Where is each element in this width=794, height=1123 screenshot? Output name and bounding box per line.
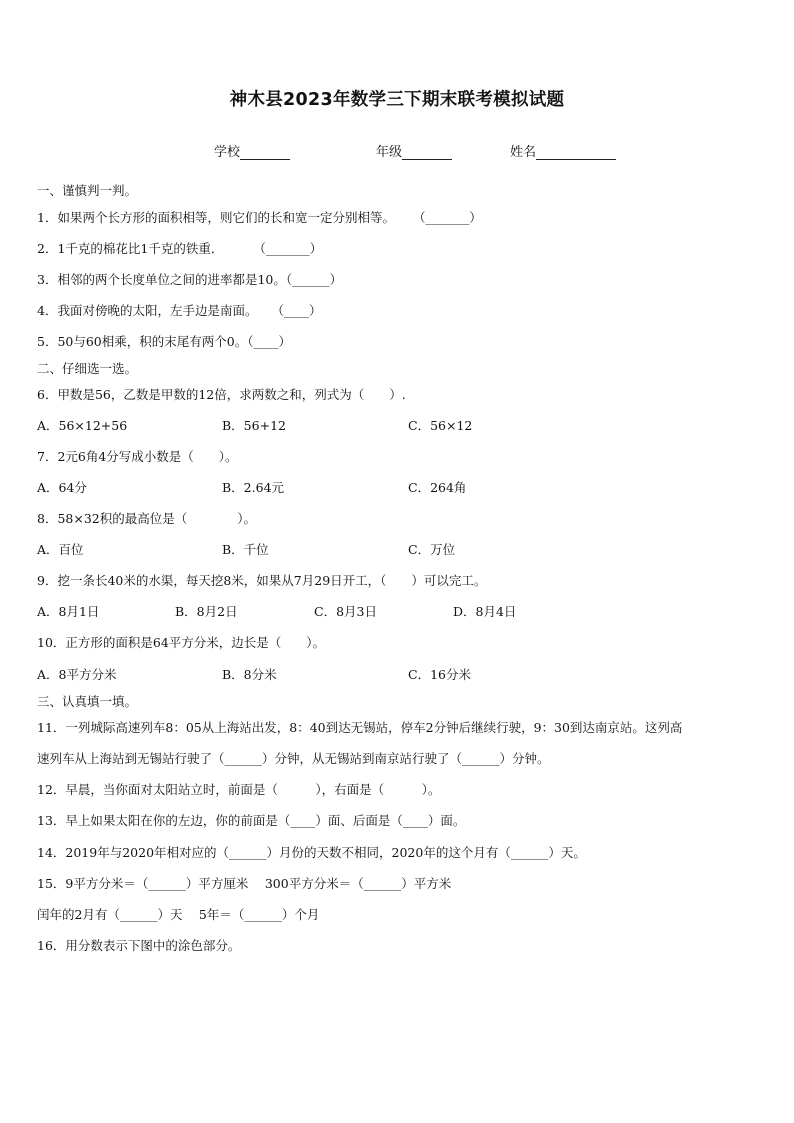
option-c[interactable]: C．8月3日 (314, 604, 377, 619)
option-d[interactable]: D．8月4日 (453, 604, 517, 619)
question-text: 4．我面对傍晚的太阳，左手边是南面。 (37, 303, 258, 318)
question-14: 14．2019年与2020年相对应的（______）月份的天数不相同，2020年的这个月有（______）天。 (37, 845, 586, 860)
option-c[interactable]: C．264角 (408, 480, 467, 495)
option-b[interactable]: B．2.64元 (222, 480, 285, 495)
name-label: 姓名 (510, 145, 537, 160)
grade-label: 年级 (376, 145, 403, 160)
section-heading-judge: 一、谨慎判一判。 (37, 183, 138, 198)
option-a[interactable]: A．64分 (37, 480, 87, 495)
question-9: 9．挖一条长40米的水渠，每天挖8米，如果从7月29日开工，（ ）可以完工。 (37, 573, 487, 588)
question-4 (37, 301, 321, 319)
name-blank[interactable] (536, 145, 616, 160)
page-title: 神木县2023年数学三下期末联考模拟试题 (229, 90, 565, 110)
question-11-line-2: 速列车从上海站到无锡站行驶了（______）分钟，从无锡站到南京站行驶了（______）分钟。 (37, 751, 550, 766)
question-3 (37, 270, 342, 288)
question-2 (37, 239, 322, 257)
question-13: 13．早上如果太阳在你的左边，你的前面是（____）面、后面是（____）面。 (37, 813, 466, 828)
option-b[interactable]: B．8分米 (222, 667, 277, 682)
option-a[interactable]: A．56×12+56 (37, 418, 128, 433)
answer-blank[interactable]: （______） (285, 272, 343, 287)
section-heading-choice: 二、仔细选一选。 (37, 361, 138, 376)
question-11-line-1: 11．一列城际高速列车8：05从上海站出发，8：40到达无锡站，停车2分钟后继续行驶，9：30到达南京站。这列高 (37, 720, 683, 735)
option-c[interactable]: C．56×12 (408, 418, 473, 433)
question-text: 3．相邻的两个长度单位之间的进率都是10。 (37, 272, 286, 287)
answer-blank[interactable]: （____） (271, 303, 322, 318)
option-b[interactable]: B．56+12 (222, 418, 286, 433)
option-c[interactable]: C．16分米 (408, 667, 471, 682)
question-16: 16．用分数表示下图中的涂色部分。 (37, 938, 241, 953)
option-a[interactable]: A．百位 (37, 542, 84, 557)
option-a[interactable]: A．8月1日 (37, 604, 100, 619)
option-a[interactable]: A．8平方分米 (37, 667, 117, 682)
question-12: 12．早晨，当你面对太阳站立时，前面是（ ），右面是（ ）。 (37, 782, 441, 797)
section-heading-fill: 三、认真填一填。 (37, 694, 138, 709)
question-1 (37, 208, 482, 226)
name-field (510, 141, 616, 160)
answer-blank[interactable]: （_______） (412, 210, 482, 225)
grade-field (376, 141, 452, 160)
question-text: 1．如果两个长方形的面积相等，则它们的长和宽一定分别相等。 (37, 210, 395, 225)
question-text: 5．50与60相乘，积的末尾有两个0。 (37, 334, 248, 349)
question-text: 2．1千克的棉花比1千克的铁重． (37, 241, 224, 256)
question-7: 7．2元6角4分写成小数是（ ）。 (37, 449, 238, 464)
question-15-line-2: 闰年的2月有（______）天 5年＝（______）个月 (37, 907, 320, 922)
option-b[interactable]: B．8月2日 (175, 604, 238, 619)
question-6: 6．甲数是56，乙数是甲数的12倍，求两数之和，列式为（ ）. (37, 387, 406, 402)
question-10: 10．正方形的面积是64平方分米，边长是（ ）。 (37, 635, 326, 650)
option-b[interactable]: B．千位 (222, 542, 269, 557)
answer-blank[interactable]: （____） (247, 334, 291, 349)
question-5 (37, 332, 291, 350)
question-8: 8．58×32积的最高位是（ ）。 (37, 511, 256, 526)
school-label: 学校 (214, 145, 241, 160)
school-blank[interactable] (240, 145, 290, 160)
answer-blank[interactable]: （_______） (253, 241, 323, 256)
grade-blank[interactable] (402, 145, 452, 160)
option-c[interactable]: C．万位 (408, 542, 456, 557)
question-15-line-1: 15．9平方分米＝（______）平方厘米 300平方分米＝（______）平方米 (37, 876, 452, 891)
school-field (214, 141, 290, 160)
